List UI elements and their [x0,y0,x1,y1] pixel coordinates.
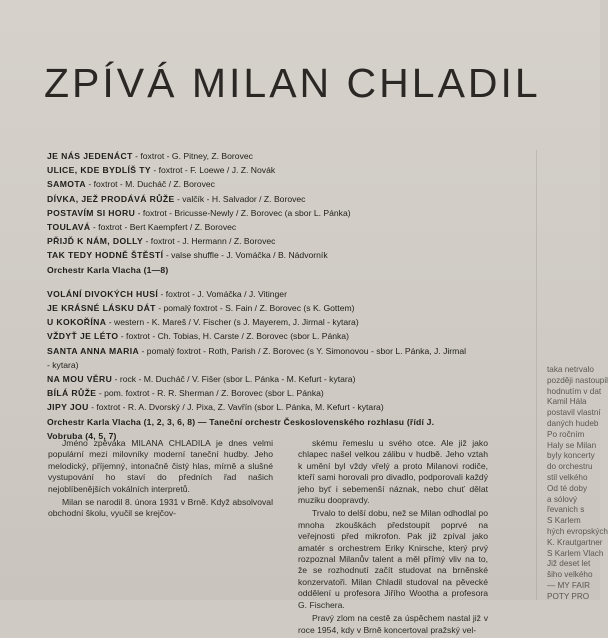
track-row [47,386,467,400]
liner-notes-column-2 [298,438,488,638]
paragraph: taka netrvalo [547,365,594,374]
paragraph: Po ročním [547,429,585,439]
track-row [47,344,467,372]
track-details: - foxtrot - J. Hermann / Z. Borovec [143,236,276,247]
side-a-list [47,149,467,263]
tracklist [47,149,467,443]
track-details: - foxtrot - M. Ducháč / Z. Borovec [86,179,215,190]
track-details: - foxtrot - F. Loewe / J. Z. Novák [150,165,276,176]
track-row [47,220,467,234]
track-details: - foxtrot - G. Pitney, Z. Borovec [132,151,253,161]
album-title: ZPÍVÁ MILAN CHLADIL [44,60,541,106]
paragraph: Haly se Milan [547,440,597,450]
side-b-list [47,287,467,415]
paragraph: byly koncerty [547,451,595,461]
paragraph: Od té doby [547,483,588,493]
paragraph: do orchestru [547,462,593,472]
track-details: - western - K. Mareš / V. Fischer (s J. Mayerem, J. Jirmal - kytara) [106,317,359,328]
track-name: BÍLÁ RŮŽE [47,388,97,399]
paragraph: šiho velkého [547,570,593,580]
paragraph: a sólový [547,494,578,504]
paragraph: Trvalo to delší dobu, než se Milan odhodlal po mnoha zkouškách předstoupit poprvé na veřejnosti před mikrofon. Pak již zpíval jako amatér s orchestrem Eriky Knirsche, který prvý rozpoznal Milanův talent a měl přímý vliv na to, že se rozhodnutí začít studovat na brněnské konzervatoři. Milan Chladil studoval na pěvecké oddělení u profesora Jiřího Wootha a profesora G. Fischera. [298,508,488,610]
paragraph: S Karlem [547,516,581,526]
paragraph: Pravý zlom na cestě za úspěchem nastal již v roce 1954, kdy v Brně koncertoval pražský vel- [298,613,488,635]
track-details: - foxtrot - J. Vomáčka / J. Vitinger [158,288,287,299]
paragraph: K. Krautgartner [547,537,603,547]
paragraph: POTY PRO [547,591,590,601]
paragraph: později nastoupil [547,375,608,385]
track-name: SAMOTA [47,179,86,190]
liner-notes-column-3-cut-off [547,365,607,603]
track-details: - pomalý foxtrot - Roth, Parish / Z. Borovec (s Y. Simonovou - sbor L. Pánka, J. Jirmal - kytara) [47,345,467,370]
track-name: DÍVKA, JEŽ PRODÁVÁ RŮŽE [47,193,175,204]
track-row [47,287,467,301]
track-row [47,400,467,414]
track-details: - foxtrot - Ch. Tobias, H. Carste / Z. Borovec (sbor L. Pánka) [118,331,349,342]
track-row [47,234,467,248]
track-row [47,372,467,386]
paragraph: S Karlem Vlach [547,548,604,558]
track-details: - foxtrot - R. A. Dvorský / J. Pixa, Z. Vavřín (sbor L. Pánka, M. Kefurt - kytara) [88,402,384,413]
track-details: - pomalý foxtrot - S. Fain / Z. Borovec (s K. Gottem) [155,303,355,314]
track-name: ULICE, KDE BYDLÍŠ TY [47,165,151,176]
track-details: - foxtrot - Bert Kaempfert / Z. Borovec [90,222,237,233]
track-details: - pom. foxtrot - R. R. Sherman / Z. Borovec (sbor L. Pánka) [96,388,324,399]
track-name: VOLÁNÍ DIVOKÝCH HUSÍ [47,288,159,299]
side-b-orchestra: Orchestr Karla Vlacha (1, 2, 3, 6, 8) — Taneční orchestr Československého rozhlasu (řídí J. Vobruba (4, 5, 7) [47,416,435,441]
track-name: SANTA ANNA MARIA [47,345,140,356]
track-name: JIPY JOU [47,402,89,413]
paragraph: hodnutím v dat [547,386,602,396]
track-name: JE KRÁSNÉ LÁSKU DÁT [47,303,156,314]
paragraph: řevanich s [547,505,585,515]
liner-notes-column-1 [48,438,273,522]
track-row [47,248,467,262]
track-row [47,177,467,191]
track-row [47,315,467,329]
paragraph: hých evropských [547,526,608,536]
paragraph: Jméno zpěváka MILANA CHLADILA je dnes velmi populární mezi milovníky moderní taneční hudby. Jeho melodický, příjemný, intonačně čistý hlas, mírně a slušné vystupování ho staví do předních řad našich nejoblíbenějších vokálních interpretů. [48,438,273,494]
track-row [47,329,467,343]
track-details: - valčík - H. Salvador / Z. Borovec [174,193,306,204]
spacer [47,277,467,285]
track-name: NA MOU VĚRU [47,374,113,385]
track-name: VŽDYŤ JE LÉTO [47,331,119,342]
track-name: POSTAVÍM SI HORU [47,207,136,218]
track-name: TOULAVÁ [47,222,91,233]
paragraph: skému řemeslu u svého otce. Ale již jako chlapec našel velkou zálibu v hudbě. Jeho vztah k umění byl vždy vřelý a proto Milanovi rodiče, kteří sami horovali pro divadlo, podporovali každý jeho byť i sebemenší náznak, nebo chuť dělat muziku doopravdy. [298,438,488,506]
track-details: - valse shuffle - J. Vomáčka / B. Nádvorník [163,250,328,261]
paragraph: Již deset let [547,559,591,569]
paragraph: postavil vlastní [547,408,601,418]
track-row [47,192,467,206]
paragraph: — MY FAIR [547,580,591,590]
track-row [47,206,467,220]
track-row [47,149,467,163]
track-name: JE NÁS JEDENÁCT [47,151,133,161]
paragraph: stil velkého [547,472,588,482]
track-details: - foxtrot - Bricusse-Newly / Z. Borovec (a sbor L. Pánka) [135,207,351,218]
track-row [47,163,467,177]
track-row [47,301,467,315]
track-name: TAK TEDY HODNĚ ŠTĚSTÍ [47,250,164,261]
column-divider [536,150,537,600]
track-name: U KOKOŘÍNA [47,317,107,328]
paragraph: daných hudeb [547,418,599,428]
paragraph: Milan se narodil 8. února 1931 v Brně. Když absolvoval obchodní školu, vyučil se krejčov- [48,497,273,519]
track-name: PŘIJĎ K NÁM, DOLLY [47,236,144,247]
paragraph: Kamil Hála [547,397,587,407]
side-a-orchestra: Orchestr Karla Vlacha (1—8) [47,264,169,275]
track-details: - rock - M. Ducháč / V. Fišer (sbor L. Pánka - M. Kefurt - kytara) [112,374,356,385]
